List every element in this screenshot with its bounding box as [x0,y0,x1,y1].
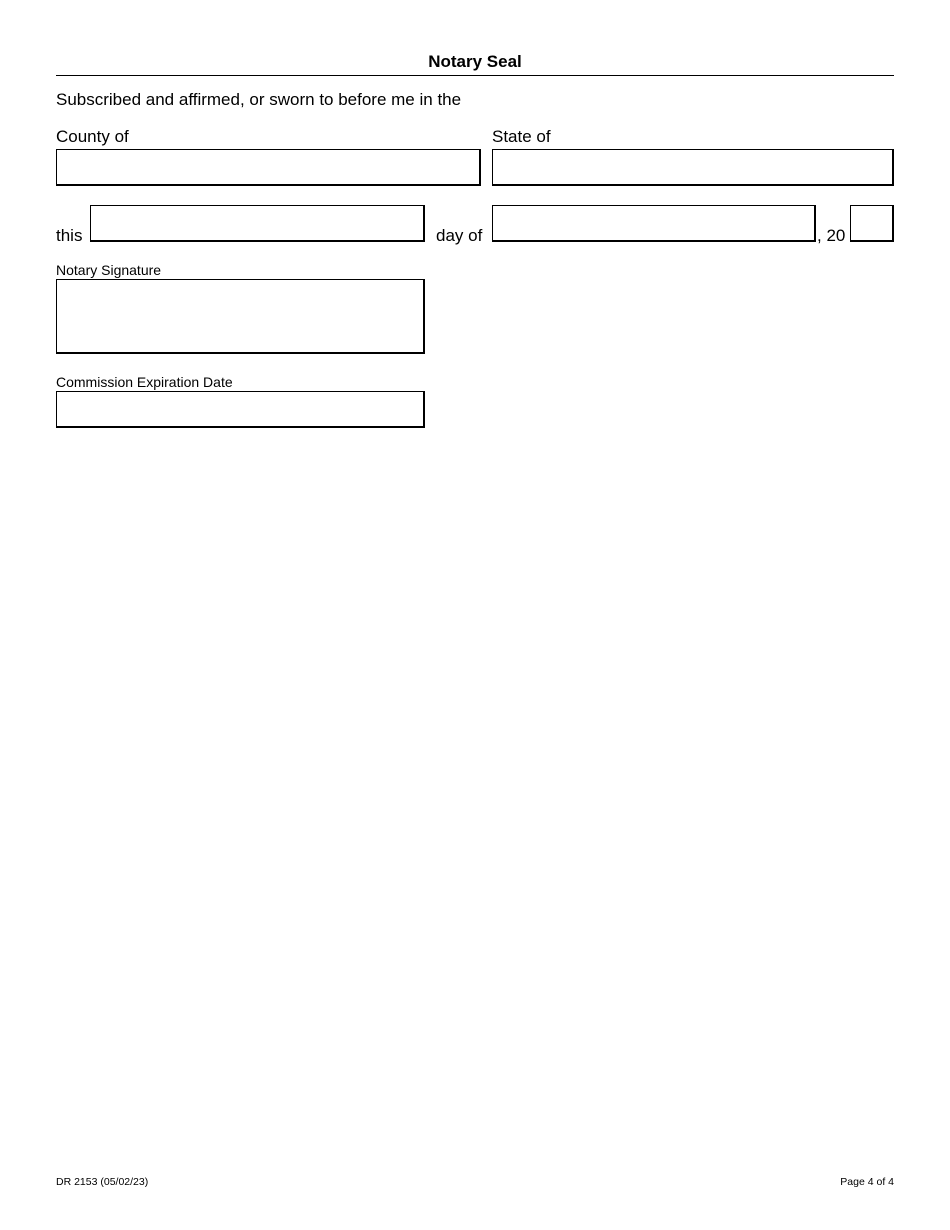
notary-signature-label: Notary Signature [56,262,162,278]
year-prefix-label: , 20 [817,226,846,245]
page-title: Notary Seal [428,52,522,71]
notary-signature-field[interactable] [56,279,425,354]
this-label: this [56,226,83,245]
form-id: DR 2153 (05/02/23) [56,1176,149,1188]
state-label: State of [492,127,551,146]
title-divider [56,75,894,76]
day-of-label: day of [436,226,483,245]
intro-text: Subscribed and affirmed, or sworn to before me in the [56,90,462,109]
month-field[interactable] [492,205,816,242]
county-field[interactable] [56,149,481,186]
commission-expiration-field[interactable] [56,391,425,428]
day-field[interactable] [90,205,425,242]
page-number: Page 4 of 4 [840,1176,894,1188]
state-field[interactable] [492,149,894,186]
county-label: County of [56,127,129,146]
commission-expiration-label: Commission Expiration Date [56,374,233,390]
year-field[interactable] [850,205,894,242]
